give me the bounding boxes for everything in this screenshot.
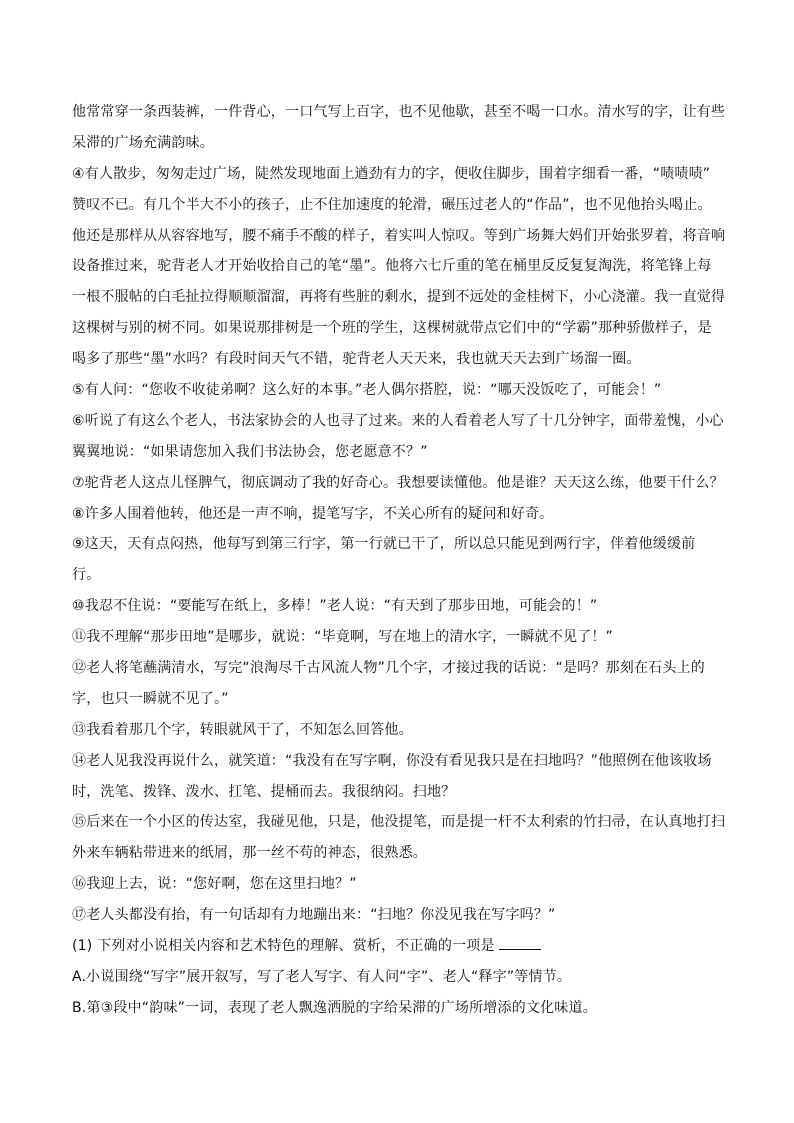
option-b: B.第③段中“韵味”一词，表现了老人飘逸洒脱的字给呆滞的广场所增添的文化味道。: [72, 999, 597, 1016]
passage-line: 一根不服帖的白毛扯拉得顺顺溜溜，再将有些脏的剩水，提到不远处的金桂树下，小心浇灌。我一直觉得: [72, 289, 726, 306]
passage-line: 时，洗笔、拨锋、泼水、扛笔、提桶而去。我很纳闷。扫地？: [72, 783, 456, 800]
passage-line: 行。: [72, 567, 101, 584]
option-a: A.小说围绕“写字”展开叙写，写了老人写字、有人问“字”、老人“释字”等情节。: [72, 968, 572, 985]
passage-text: [72, 97, 726, 1024]
passage-line: ④有人散步，匆匆走过广场，陡然发现地面上遒劲有力的字，便收住脚步，围着字细看一番，“啧啧啧”: [72, 165, 711, 182]
passage-line: 他还是那样从从容容地写，腰不痛手不酸的样子，着实叫人惊叹。等到广场舞大妈们开始张罗着，将音响: [72, 227, 726, 244]
passage-line: 设备推过来，驼背老人才开始收拾自己的笔“墨”。他将六七斤重的笔在桶里反反复复淘洗，将笔锋上每: [72, 258, 712, 275]
passage-line: 外来车辆粘带进来的纸屑，那一丝不苟的神态，很熟悉。: [72, 845, 427, 862]
passage-line: ⑭老人见我没再说什么，就笑道：“我没有在写字啊，你没有看见我只是在扫地吗？”他照例在他该收场: [72, 752, 712, 769]
passage-line: ⑫老人将笔蘸满清水，写完“浪淘尽千古风流人物”几个字，才接过我的话说：“是吗？那刻在石头上的: [72, 660, 705, 677]
passage-line: ⑮后来在一个小区的传达室，我碰见他，只是，他没提笔，而是提一杆不太利索的竹扫帚，在认真地打扫: [72, 814, 726, 831]
passage-line: ⑨这天，天有点闷热，他每写到第三行字，第一行就已干了，所以总只能见到两行字，伴着他缓缓前: [72, 536, 696, 553]
passage-line: 这棵树与别的树不同。如果说那排树是一个班的学生，这棵树就带点它们中的“学霸”那种骄傲样子，是: [72, 320, 712, 337]
passage-line: 赞叹不已。有几个半大不小的孩子，止不住加速度的轮滑，碾压过老人的“作品”，也不见他抬头喝止。: [72, 196, 712, 213]
answer-blank[interactable]: [499, 937, 541, 950]
passage-line: ⑤有人问：“您收不收徒弟啊？这么好的本事。”老人偶尔搭腔，说：“哪天没饭吃了，可能会！”: [72, 382, 662, 399]
passage-line: ⑬我看着那几个字，转眼就风干了，不知怎么回答他。: [72, 721, 413, 738]
passage-line: ⑩我忍不住说：“要能写在纸上，多棒！”老人说：“有天到了那步田地，可能会的！”: [72, 598, 598, 615]
passage-line: 喝多了那些“墨”水吗？有段时间天气不错，驼背老人天天来，我也就天天去到广场溜一圈。: [72, 351, 641, 368]
passage-line: 翼翼地说：“如果请您加入我们书法协会，您老愿意不？”: [72, 443, 428, 460]
passage-line: 字，也只一瞬就不见了。”: [72, 690, 229, 707]
passage-line: 他常常穿一条西装裤，一件背心，一口气写上百字，也不见他歇，甚至不喝一口水。清水写的字，让有些: [72, 104, 726, 120]
passage-line: ⑥听说了有这么个老人，书法家协会的人也寻了过来。来的人看着老人写了十几分钟字，面带羞愧，小心: [72, 412, 724, 429]
passage-line: 呆滞的广场充满韵味。: [72, 134, 214, 151]
passage-line: ⑦驼背老人这点儿怪脾气，彻底调动了我的好奇心。我想要读懂他。他是谁？天天这么练，他要干什么？: [72, 474, 724, 491]
question-line: [72, 931, 722, 962]
passage-line: ⑰老人头都没有抬，有一句话却有力地蹦出来：“扫地？你没见我在写字吗？”: [72, 907, 556, 924]
passage-line: ⑪我不理解“那步田地”是哪步，就说：“毕竟啊，写在地上的清水字，一瞬就不见了！”: [72, 629, 614, 646]
passage-line: ⑧许多人围着他转，他还是一声不响，提笔写字，不关心所有的疑问和好奇。: [72, 505, 554, 522]
passage-line: ⑯我迎上去，说：“您好啊，您在这里扫地？”: [72, 876, 357, 893]
question-text: (1) 下列对小说相关内容和艺术特色的理解、赏析，不正确的一项是: [72, 938, 495, 955]
